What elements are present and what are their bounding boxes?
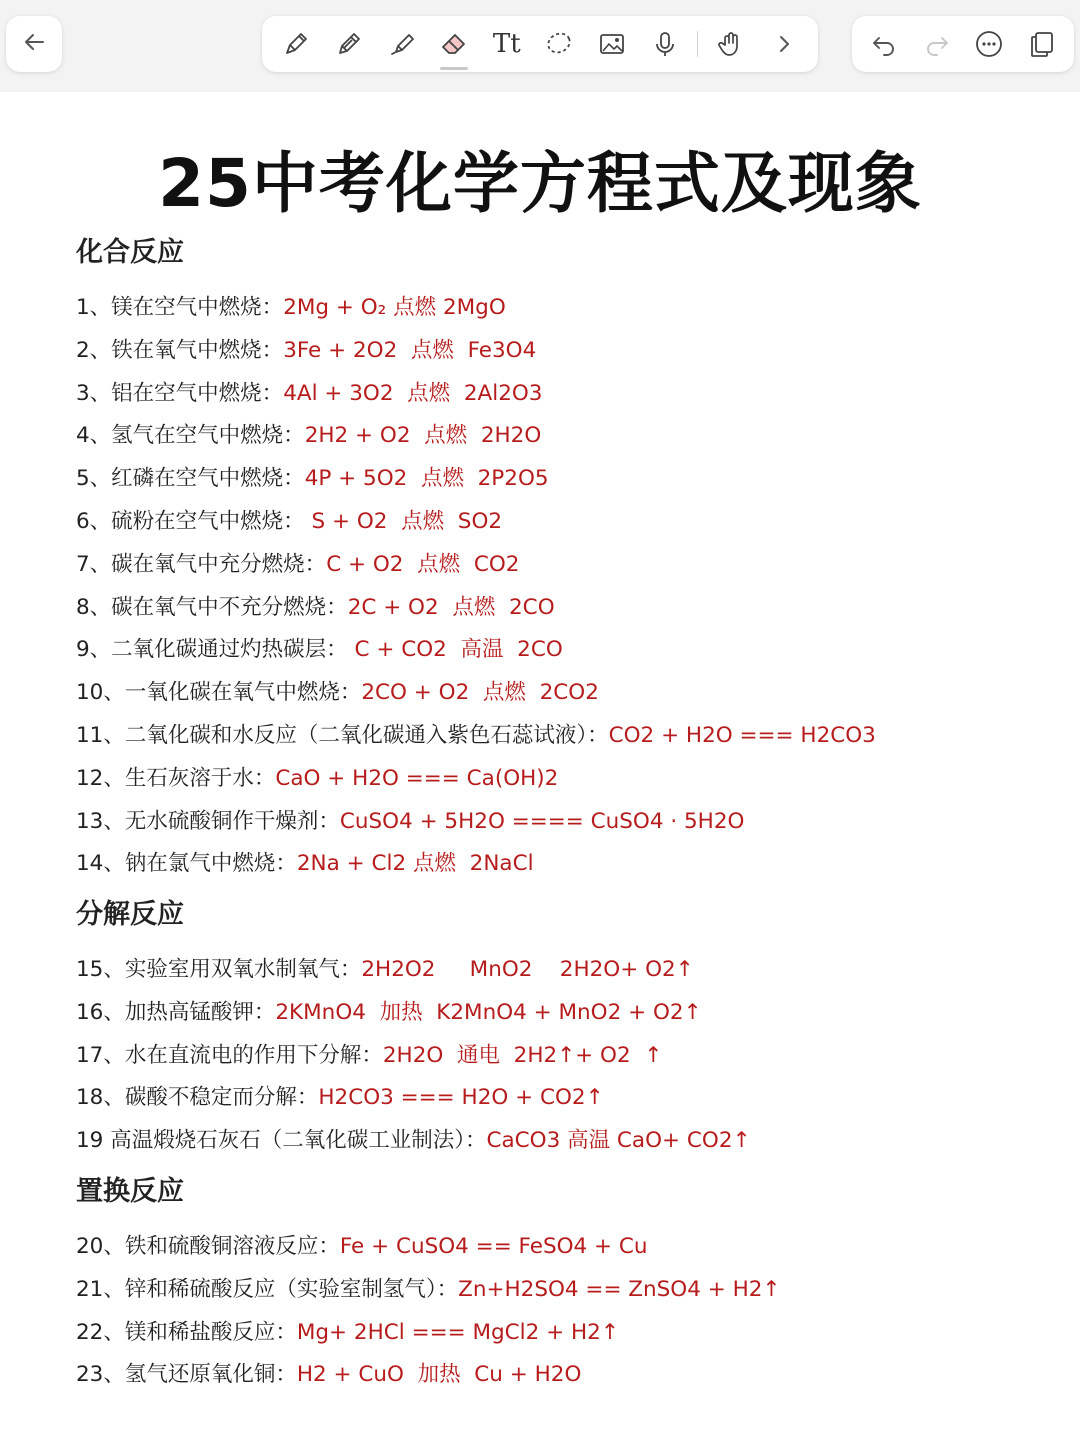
reaction-label: 16、加热高锰酸钾： [76, 999, 276, 1025]
reaction-equation: 2KMnO4 加热 K2MnO4 + MnO2 + O2↑ [275, 999, 702, 1025]
equation-line [76, 547, 519, 578]
equation-line [76, 333, 536, 364]
reaction-label: 10、一氧化碳在氧气中燃烧： [76, 680, 362, 706]
pencil-tool-button[interactable] [329, 24, 369, 64]
equation-line [76, 952, 694, 983]
page-title: 25中考化学方程式及现象 [158, 145, 922, 222]
reaction-equation: C + CO2 高温 2CO [347, 637, 563, 663]
note-toolbar [0, 0, 1080, 92]
reaction-equation: CuSO4 + 5H2O ==== CuSO4 · 5H2O [339, 808, 745, 834]
page-actions-group [852, 16, 1074, 72]
reaction-equation: CaO + H2O === Ca(OH)2 [275, 765, 559, 791]
reaction-equation: 2Na + Cl2 点燃 2NaCl [296, 851, 534, 877]
equation-line [76, 995, 702, 1026]
reaction-label: 15、实验室用双氧水制氧气： [76, 957, 362, 982]
equation-line [76, 1229, 648, 1260]
reaction-label: 7、碳在氧气中充分燃烧： [76, 551, 327, 577]
reaction-label: 6、硫粉在空气中燃烧： [76, 509, 305, 534]
reaction-equation: S + O2 点燃 SO2 [304, 509, 503, 534]
equation-line [76, 376, 543, 407]
equation-line [76, 1272, 780, 1303]
section-heading: 置换反应 [76, 1176, 184, 1207]
highlighter-tool-button[interactable] [382, 24, 422, 64]
reaction-equation: Mg+ 2HCl === MgCl2 + H2↑ [296, 1319, 619, 1345]
back-button[interactable] [6, 16, 62, 72]
reaction-equation: H2 + CuO 加热 Cu + H2O [296, 1362, 582, 1388]
equation-line [76, 632, 563, 663]
copy-pages-icon [1027, 29, 1057, 59]
text-tool-icon: Tt [492, 29, 521, 59]
more-options-button[interactable] [969, 24, 1009, 64]
toolbar-divider [697, 31, 698, 57]
undo-icon [869, 29, 899, 59]
highlighter-icon [387, 29, 417, 59]
reaction-equation: 2CO + O2 点燃 2CO2 [361, 680, 599, 706]
equation-line [76, 675, 599, 706]
more-tools-button[interactable] [764, 24, 804, 64]
reaction-label: 1、镁在空气中燃烧： [76, 295, 284, 320]
reaction-equation: 2C + O2 点燃 2CO [347, 594, 555, 620]
reaction-label: 2、铁在氧气中燃烧： [76, 337, 284, 363]
hand-tool-button[interactable] [711, 24, 751, 64]
reaction-equation: Zn+H2SO4 == ZnSO4 + H2↑ [458, 1276, 781, 1302]
reaction-equation: 2H2 + O2 点燃 2H2O [304, 423, 542, 449]
equation-line [76, 1123, 751, 1154]
section-heading: 分解反应 [76, 899, 184, 930]
reaction-label: 5、红磷在空气中燃烧： [76, 466, 305, 492]
reaction-label: 21、锌和稀硫酸反应（实验室制氢气）： [76, 1276, 459, 1302]
lasso-tool-button[interactable] [539, 24, 579, 64]
section-heading: 化合反应 [76, 237, 184, 268]
equation-line [76, 418, 541, 449]
reaction-equation: 3Fe + 2O2 点燃 Fe3O4 [283, 337, 537, 363]
microphone-tool-button[interactable] [645, 24, 685, 64]
equation-line [76, 1080, 604, 1111]
reaction-label: 22、镁和稀盐酸反应： [76, 1319, 297, 1345]
microphone-icon [650, 29, 680, 59]
equation-line [76, 1357, 581, 1388]
equation-line [76, 461, 549, 492]
reaction-equation: 2Mg + O₂ 点燃 2MgO [283, 295, 506, 320]
chevron-right-icon [769, 29, 799, 59]
reaction-label: 8、碳在氧气中不充分燃烧： [76, 594, 348, 620]
lasso-icon [544, 29, 574, 59]
redo-icon [922, 29, 952, 59]
image-icon [597, 29, 627, 59]
reaction-equation: H2CO3 === H2O + CO2↑ [318, 1085, 604, 1111]
reaction-equation: 4Al + 3O2 点燃 2Al2O3 [283, 380, 543, 406]
equation-line [76, 504, 502, 535]
equation-line [76, 804, 744, 835]
text-tool-button[interactable] [487, 24, 527, 64]
equation-line [76, 590, 555, 621]
pen-tool-button[interactable] [276, 24, 316, 64]
pages-button[interactable] [1022, 24, 1062, 64]
more-icon [974, 29, 1004, 59]
equation-line [76, 761, 558, 792]
equation-line [76, 290, 506, 321]
reaction-equation: 4P + 5O2 点燃 2P2O5 [304, 466, 549, 492]
reaction-equation: Fe + CuSO4 == FeSO4 + Cu [339, 1234, 648, 1259]
reaction-label: 3、铝在空气中燃烧： [76, 380, 284, 406]
hand-icon [716, 29, 746, 59]
undo-button[interactable] [864, 24, 904, 64]
reaction-label: 4、氢气在空气中燃烧： [76, 423, 305, 449]
redo-button[interactable] [917, 24, 957, 64]
eraser-tool-button[interactable] [434, 24, 474, 64]
reaction-label: 17、水在直流电的作用下分解： [76, 1042, 383, 1068]
reaction-equation: C + O2 点燃 CO2 [326, 551, 520, 577]
reaction-label: 18、碳酸不稳定而分解： [76, 1085, 319, 1111]
reaction-equation: 2H2O 通电 2H2↑+ O2 ↑ [382, 1042, 663, 1068]
reaction-label: 12、生石灰溶于水： [76, 765, 276, 791]
reaction-label: 13、无水硫酸铜作干燥剂： [76, 808, 340, 834]
reaction-label: 19 高温煅烧石灰石（二氧化碳工业制法）： [76, 1128, 487, 1154]
equation-line [76, 718, 876, 749]
reaction-equation: CaCO3 高温 CaO+ CO2↑ [486, 1128, 751, 1154]
arrow-left-icon [21, 29, 47, 59]
equation-line [76, 1315, 619, 1346]
reaction-equation: 2H2O2 MnO2 2H2O+ O2↑ [361, 957, 694, 982]
reaction-label: 20、铁和硫酸铜溶液反应： [76, 1234, 340, 1259]
reaction-label: 11、二氧化碳和水反应（二氧化碳通入紫色石蕊试液）： [76, 723, 609, 748]
reaction-label: 23、氢气还原氧化铜： [76, 1362, 297, 1388]
eraser-icon [439, 29, 469, 59]
equation-line [76, 1038, 662, 1069]
drawing-tools-group [262, 16, 818, 72]
image-tool-button[interactable] [592, 24, 632, 64]
reaction-label: 9、二氧化碳通过灼热碳层： [76, 637, 348, 663]
pen-icon [281, 29, 311, 59]
pencil-icon [334, 29, 364, 59]
reaction-label: 14、钠在氯气中燃烧： [76, 851, 297, 877]
reaction-equation: CO2 + H2O === H2CO3 [608, 723, 876, 748]
equation-line [76, 846, 534, 877]
